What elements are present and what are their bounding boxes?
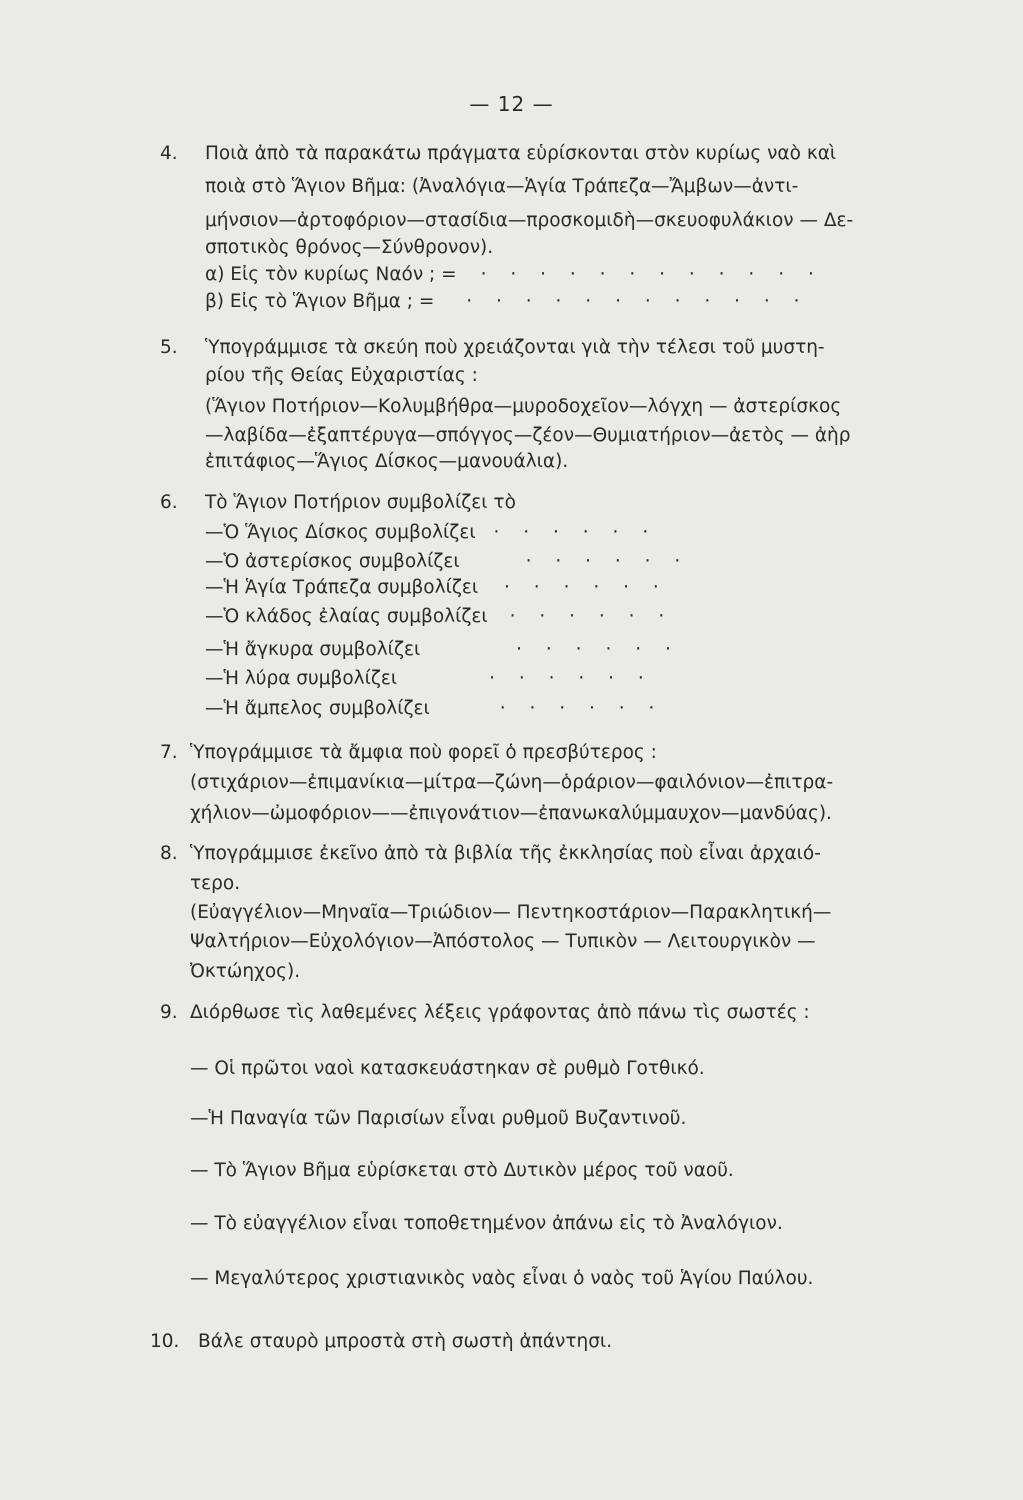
q7-line-2: (στιχάριον—ἐπιμανίκια—μίτρα—ζώνη—ὁράριον—φαιλόνιον—ἐπιτρα- <box>190 772 834 793</box>
q9-item: — Τὸ Ἅγιον Βῆμα εὑρίσκεται στὸ Δυτικὸν μέρος τοῦ ναοῦ. <box>190 1160 734 1181</box>
q4-line-2: ποιὰ στὸ Ἅγιον Βῆμα: (Ἀναλόγια—Ἁγία Τράπεζα—Ἄμβων—ἀντι- <box>205 176 799 197</box>
q8-line-5: Ὀκτώηχος). <box>190 961 301 982</box>
q6-item <box>205 550 689 574</box>
q9-number: 9. <box>160 1002 178 1023</box>
q5-number: 5. <box>160 337 178 358</box>
q9-item: — Μεγαλύτερος χριστιανικὸς ναὸς εἶναι ὁ ναὸς τοῦ Ἁγίου Παύλου. <box>190 1268 814 1289</box>
q6-item-dots: · · · · · · <box>509 606 674 627</box>
q4-answer-b-dots: · · · · · · · · · · · · <box>466 291 809 312</box>
q6-item <box>205 667 653 691</box>
q7-number: 7. <box>160 742 178 763</box>
q8-line-1: Ὑπογράμμισε ἐκεῖνο ἀπὸ τὰ βιβλία τῆς ἐκκλησίας ποὺ εἶναι ἀρχαιό- <box>190 843 821 864</box>
q4-answer-a-label: α) Εἰς τὸν κυρίως Ναόν ; = <box>205 264 457 285</box>
q6-line-1: Τὸ Ἅγιον Ποτήριον συμβολίζει τὸ <box>205 492 516 513</box>
q6-item-dots: · · · · · · <box>493 522 658 543</box>
q5-line-5: ἐπιτάφιος—Ἅγιος Δίσκος—μανουάλια). <box>205 451 569 472</box>
q6-item-label: —Ἡ Ἁγία Τράπεζα συμβολίζει <box>205 577 479 598</box>
q6-item-dots: · · · · · · <box>499 698 664 719</box>
q8-line-4: Ψαλτήριον—Εὐχολόγιον—Ἀπόστολος — Τυπικὸν — Λειτουργικὸν — <box>190 931 816 952</box>
q6-item-label: —Ὁ ἀστερίσκος συμβολίζει <box>205 551 460 572</box>
q6-item <box>205 638 680 662</box>
q5-line-3: (Ἅγιον Ποτήριον—Κολυμβήθρα—μυροδοχεῖον—λόγχη — ἀστερίσκος <box>205 396 842 417</box>
q5-line-4: —λαβίδα—ἐξαπτέρυγα—σπόγγος—ζέον—Θυμιατήριον—ἀετὸς — ἀὴρ <box>205 425 851 446</box>
q6-item <box>205 521 657 545</box>
q6-item-dots: · · · · · · <box>504 577 668 598</box>
q10-line-1: Βάλε σταυρὸ μπροστὰ στὴ σωστὴ ἀπάντησι. <box>198 1331 613 1352</box>
q6-item <box>205 697 663 721</box>
q8-line-2: τερο. <box>190 873 241 894</box>
q4-line-1: Ποιὰ ἀπὸ τὰ παρακάτω πράγματα εὑρίσκονται στὸν κυρίως ναὸ καὶ <box>205 143 837 164</box>
q10-number: 10. <box>150 1331 180 1352</box>
q6-item <box>205 576 668 600</box>
q6-item-dots: · · · · · · <box>516 639 680 660</box>
q5-line-1: Ὑπογράμμισε τὰ σκεύη ποὺ χρειάζονται γιὰ τὴν τέλεσι τοῦ μυστη- <box>205 337 825 358</box>
q9-item: —Ἡ Παναγία τῶν Παρισίων εἶναι ρυθμοῦ Βυζαντινοῦ. <box>190 1108 687 1129</box>
q8-number: 8. <box>160 843 178 864</box>
q9-item: — Οἱ πρῶτοι ναοὶ κατασκευάστηκαν σὲ ρυθμὸ Γοτθικό. <box>190 1058 705 1079</box>
q7-line-1: Ὑπογράμμισε τὰ ἄμφια ποὺ φορεῖ ὁ πρεσβύτερος : <box>190 742 657 763</box>
q5-line-2: ρίου τῆς Θείας Εὐχαριστίας : <box>205 365 478 386</box>
q6-item <box>205 605 673 629</box>
q9-line-1: Διόρθωσε τὶς λαθεμένες λέξεις γράφοντας ἀπὸ πάνω τὶς σωστές : <box>190 1002 810 1023</box>
q4-line-4: σποτικὸς θρόνος—Σύνθρονον). <box>205 237 494 258</box>
q4-answer-a <box>205 263 823 287</box>
q6-item-label: —Ὁ Ἅγιος Δίσκος συμβολίζει <box>205 522 476 543</box>
q4-number: 4. <box>160 143 178 164</box>
q4-answer-b-label: β) Εἰς τὸ Ἅγιον Βῆμα ; = <box>205 291 435 312</box>
q6-number: 6. <box>160 492 178 513</box>
q6-item-dots: · · · · · · <box>525 551 690 572</box>
q4-answer-b <box>205 290 809 314</box>
q9-item: — Τὸ εὐαγγέλιον εἶναι τοποθετημένον ἀπάνω εἰς τὸ Ἀναλόγιον. <box>190 1213 783 1234</box>
q6-item-label: —Ἡ ἄγκυρα συμβολίζει <box>205 639 421 660</box>
q6-item-label: —Ἡ ἄμπελος συμβολίζει <box>205 698 430 719</box>
q6-item-dots: · · · · · · <box>489 668 653 689</box>
q4-answer-a-dots: · · · · · · · · · · · · <box>480 264 823 285</box>
page-number: — 12 — <box>469 92 554 116</box>
q6-item-label: —Ἡ λύρα συμβολίζει <box>205 668 398 689</box>
q7-line-3: χήλιον—ὠμοφόριον——ἐπιγονάτιον—ἐπανωκαλύμμαυχον—μανδύας). <box>190 803 832 824</box>
q4-line-3: μήνσιον—ἀρτοφόριον—στασίδια—προσκομιδὴ—σκευοφυλάκιον — Δε- <box>205 210 854 231</box>
q8-line-3: (Εὐαγγέλιον—Μηναῖα—Τριώδιον— Πεντηκοστάριον—Παρακλητική— <box>190 902 832 923</box>
q6-item-label: —Ὁ κλάδος ἐλαίας συμβολίζει <box>205 606 488 627</box>
